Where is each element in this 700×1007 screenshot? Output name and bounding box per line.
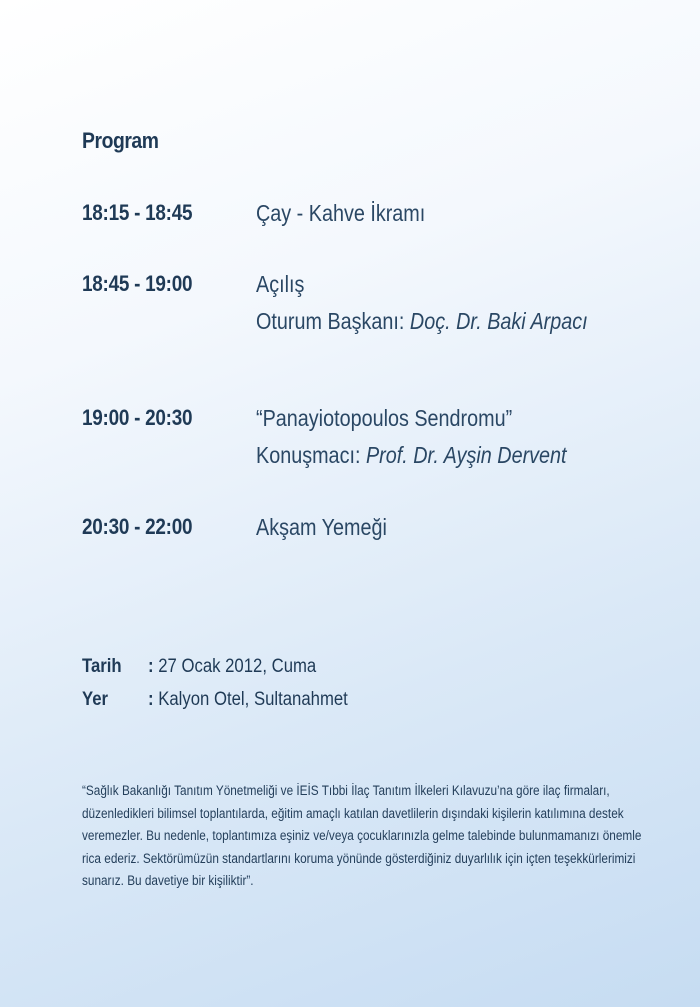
- venue-row: [82, 689, 348, 711]
- notice-line: düzenledikleri bilimsel toplantılarda, eğitim amaçlı katılan davetlilerin dışındaki kişilerin katılımına destek: [82, 805, 624, 821]
- date-row: [82, 656, 316, 678]
- schedule-time: 19:00 - 20:30: [82, 405, 193, 430]
- schedule-speaker: [256, 442, 567, 469]
- schedule-time: 20:30 - 22:00: [82, 514, 193, 539]
- date-label: Tarih: [82, 656, 122, 677]
- speaker-label: Konuşmacı:: [256, 442, 366, 468]
- venue-separator: :: [148, 689, 154, 710]
- venue-value: Kalyon Otel, Sultanahmet: [158, 689, 348, 710]
- date-separator: :: [148, 656, 154, 677]
- schedule-chair: [256, 308, 588, 335]
- regulation-notice: [82, 780, 672, 893]
- chair-label: Oturum Başkanı:: [256, 308, 410, 334]
- date-value: 27 Ocak 2012, Cuma: [158, 656, 317, 677]
- schedule-activity: Açılış: [256, 271, 305, 297]
- speaker-name: Prof. Dr. Ayşin Dervent: [365, 442, 567, 468]
- notice-line: veremezler. Bu nedenle, toplantımıza eşiniz ve/veya çocuklarınızla gelme talebinde bulunmamanızı önemle: [82, 828, 642, 844]
- schedule-activity: “Panayiotopoulos Sendromu”: [256, 405, 513, 431]
- schedule-time: 18:15 - 18:45: [82, 200, 193, 225]
- venue-label: Yer: [82, 689, 109, 710]
- notice-line: rica ederiz. Sektörümüzün standartlarını koruma yönünde gösterdiğiniz duyarlılık için içten teşekkürlerimizi: [82, 850, 636, 866]
- program-heading: Program: [82, 128, 159, 153]
- schedule-activity: Akşam Yemeği: [256, 514, 387, 540]
- schedule-activity: Çay - Kahve İkramı: [256, 200, 426, 226]
- schedule-time: 18:45 - 19:00: [82, 271, 193, 296]
- chair-name: Doç. Dr. Baki Arpacı: [409, 308, 588, 334]
- notice-line: “Sağlık Bakanlığı Tanıtım Yönetmeliği ve İEİS Tıbbi İlaç Tanıtım İlkeleri Kılavuzu’na göre ilaç firmaları,: [82, 783, 610, 798]
- notice-line: sunarız. Bu davetiye bir kişiliktir”.: [82, 873, 254, 889]
